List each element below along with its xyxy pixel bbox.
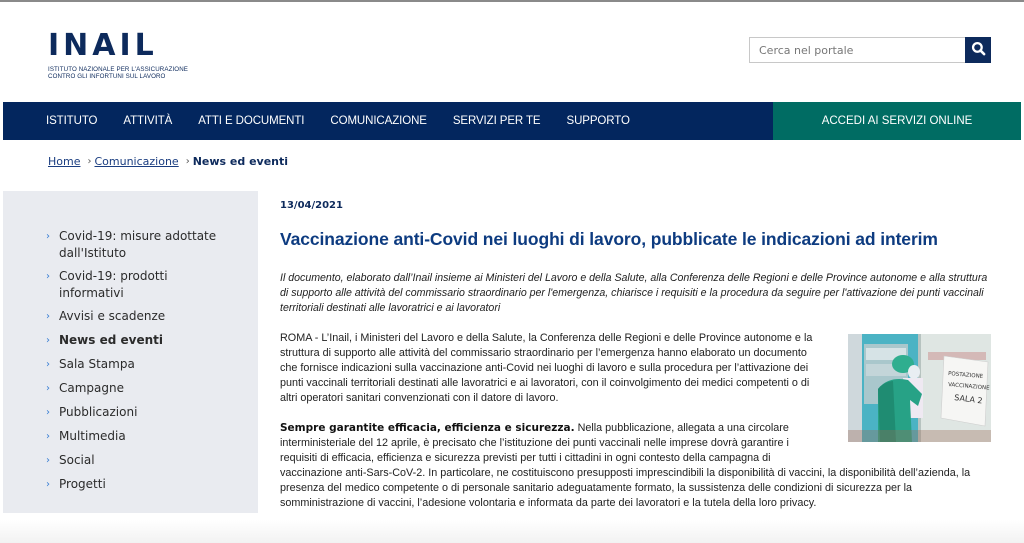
breadcrumb-home[interactable]: Home	[48, 155, 81, 168]
sidebar-item-covid-prodotti[interactable]	[3, 268, 258, 301]
sidebar-item-news[interactable]	[3, 332, 258, 349]
chevron-right-icon: ›	[46, 231, 50, 242]
article-title: Vaccinazione anti-Covid nei luoghi di lavoro, pubblicate le indicazioni ad interim	[280, 229, 938, 249]
chevron-right-icon: ›	[46, 271, 50, 282]
sidebar-item-pubblicazioni[interactable]	[3, 404, 258, 421]
nav-item-atti-e-documenti[interactable]: ATTI E DOCUMENTI	[198, 115, 305, 127]
sidebar-item-label: Social	[59, 453, 95, 467]
chevron-right-icon: ›	[46, 359, 50, 370]
top-border	[0, 0, 1024, 2]
bottom-fade	[0, 520, 1024, 543]
breadcrumb-separator-icon: ›	[87, 156, 92, 167]
online-services-button[interactable]: ACCEDI AI SERVIZI ONLINE	[773, 102, 1021, 140]
nav-item-comunicazione[interactable]: COMUNICAZIONE	[330, 115, 427, 127]
nav-item-servizi-per-te[interactable]: SERVIZI PER TE	[452, 115, 541, 127]
search-icon	[971, 41, 986, 60]
sidebar-item-label: Progetti	[59, 477, 106, 491]
chevron-right-icon: ›	[46, 479, 50, 490]
chevron-right-icon: ›	[46, 311, 50, 322]
search-button[interactable]	[965, 37, 991, 63]
main-nav	[3, 102, 773, 140]
paragraph-2-text-a: Nella pubblicazione, allegata a una circolare interministeriale del 12 aprile, è precisato che l’istituzione dei punti vaccinali nelle imprese dovrà garantire i requisiti di efficacia, efficienza e sicurezza previsti per tutti i cittadini in ogni contesto della campagna di	[280, 422, 789, 464]
sidebar-item-label: Campagne	[59, 381, 124, 395]
breadcrumb-separator-icon: ›	[185, 156, 190, 167]
inail-logo[interactable]	[48, 28, 188, 80]
sidebar-item-avvisi[interactable]	[3, 308, 258, 325]
svg-text:POSTAZIONE: POSTAZIONE	[947, 371, 984, 381]
breadcrumb	[48, 155, 288, 168]
sidebar-item-label: Covid-19: prodotti informativi	[59, 269, 168, 300]
breadcrumb-comunicazione[interactable]: Comunicazione	[94, 155, 179, 168]
breadcrumb-current: News ed eventi	[192, 155, 289, 168]
article-body	[280, 331, 994, 541]
logo-wordmark: INAIL	[48, 28, 158, 63]
sidebar-item-label: Multimedia	[59, 429, 126, 443]
article-paragraph-1: ROMA - L’Inail, i Ministeri del Lavoro e della Salute, la Conferenza delle Regioni e delle Province autonome e la struttura di supporto alle attività del commissario straordinario per l’emergenza hanno elaborato un documento che fornisce indicazioni sulla vaccinazione anti-Covid nei luoghi di lavoro e sulla procedura per l’attivazione dei punti vaccinali territoriali destinati alle lavoratrici e ai lavoratori, con il coinvolgimento dei medici competenti o di altri operatori sanitari convenzionati con il datore di lavoro.	[280, 332, 813, 404]
nav-item-attivita[interactable]: ATTIVITÀ	[123, 115, 173, 127]
nav-item-supporto[interactable]: SUPPORTO	[566, 115, 630, 127]
logo-subtitle-line2: CONTRO GLI INFORTUNI SUL LAVORO	[48, 73, 166, 80]
search-box	[749, 37, 991, 63]
chevron-right-icon: ›	[46, 383, 50, 394]
chevron-right-icon: ›	[46, 431, 50, 442]
sidebar-item-label: Pubblicazioni	[59, 405, 138, 419]
article-photo[interactable]	[848, 334, 991, 442]
sidebar-item-multimedia[interactable]	[3, 428, 258, 445]
article-abstract: Il documento, elaborato dall’Inail insieme ai Ministeri del Lavoro e della Salute, alla Conferenza delle Regioni e delle Province autonome e alla struttura di supporto alle attività del commissario straordinario per l'emergenza, chiarisce i requisiti e la procedura da seguire per l'attivazione dei punti vaccinali territoriali destinati alle lavoratrici e ai lavoratori	[280, 272, 988, 314]
sidebar-item-label: Sala Stampa	[59, 357, 135, 371]
paragraph-2-lead: Sempre garantite efficacia, efficienza e sicurezza.	[280, 422, 575, 434]
sidebar-item-campagne[interactable]	[3, 380, 258, 397]
sidebar-item-sala-stampa[interactable]	[3, 356, 258, 373]
sidebar-item-covid-misure[interactable]	[3, 228, 258, 261]
logo-subtitle	[48, 66, 188, 80]
sidebar-item-social[interactable]	[3, 452, 258, 469]
article-date: 13/04/2021	[280, 200, 343, 211]
chevron-right-icon: ›	[46, 407, 50, 418]
paragraph-2-text-b: vaccinazione anti-Sars-CoV-2. In particolare, ne costituiscono presupposti imprescindibili la disponibilità di vaccini, la disponibilità dell’azienda, la presenza del medico competente o di personale sanitario adeguatamente formato, la sussistenza delle condizioni di sicurezza per la somministrazione di vaccini, l’adesione volontaria e informata da parte dei lavoratori e la tutela della loro privacy.	[280, 467, 971, 509]
chevron-right-icon: ›	[46, 455, 50, 466]
sidebar-item-progetti[interactable]	[3, 476, 258, 493]
sidebar-item-label: News ed eventi	[59, 333, 163, 347]
svg-text:SALA 2: SALA 2	[953, 393, 984, 406]
sidebar-item-label: Avvisi e scadenze	[59, 309, 166, 323]
logo-subtitle-line1: ISTITUTO NAZIONALE PER L'ASSICURAZIONE	[48, 66, 188, 73]
search-input[interactable]	[749, 37, 965, 63]
nav-item-istituto[interactable]: ISTITUTO	[46, 115, 98, 127]
chevron-right-icon: ›	[46, 335, 50, 346]
svg-text:VACCINAZIONE: VACCINAZIONE	[947, 382, 990, 392]
sidebar	[3, 191, 258, 513]
sidebar-item-label: Covid-19: misure adottate dall'Istituto	[59, 229, 217, 260]
article	[280, 200, 994, 541]
